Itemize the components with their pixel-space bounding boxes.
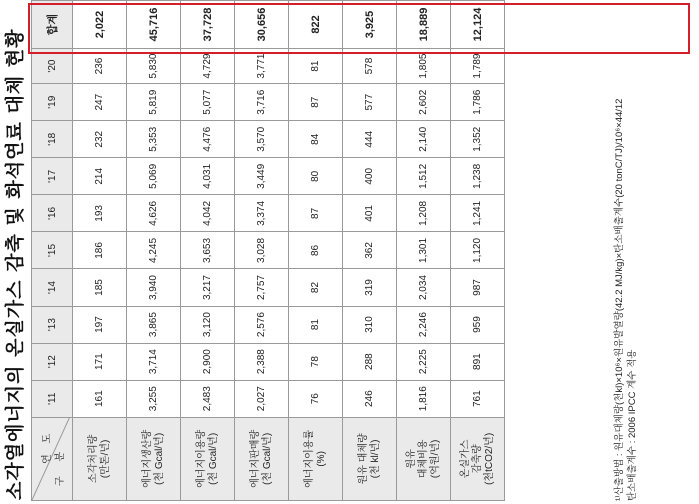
table-cell: 2,246 [397,306,451,343]
table-cell: 82 [289,269,343,306]
table-cell: 80 [289,158,343,195]
row-label-line: (천 Gcal/년) [261,432,273,485]
table-cell: 193 [73,195,127,232]
table-cell: 1,816 [397,380,451,417]
table-cell: 246 [343,380,397,417]
table-cell: 2,027 [235,380,289,417]
row-label-line: (천 Gcal/년) [153,432,165,485]
total-header-cell: 합계 [32,1,73,49]
table-row [73,1,127,501]
footnotes [613,99,639,501]
table-cell: 2,602 [397,84,451,121]
table-cell: 171 [73,343,127,380]
row-label-line: 원유 [405,449,417,469]
footnote-method: ¹⁾산출방법 : 원유대체량(천kl)×10⁶×원유발열량(42.2 MJ/kg)×탄소배출계수(20 tonC/TJ)/10⁶×44/12 [614,98,625,501]
table-cell: 401 [343,195,397,232]
table-cell: 2,757 [235,269,289,306]
table-header-row [32,1,73,501]
table-cell: 1,512 [397,158,451,195]
total-cell: 45,716 [127,1,181,49]
table-row [181,1,235,501]
table-cell: 2,225 [397,343,451,380]
table-cell: 186 [73,232,127,269]
table-cell: 4,476 [181,121,235,158]
table-cell: 86 [289,232,343,269]
table-cell: 3,120 [181,306,235,343]
total-cell: 822 [289,1,343,49]
row-label-line: 온실가스 [459,439,471,479]
table-cell: 247 [73,84,127,121]
row-label-line: 에너지판매량 [249,429,261,488]
table-cell: 5,830 [127,48,181,83]
table-cell: 5,069 [127,158,181,195]
table-row [127,1,181,501]
table-cell: 400 [343,158,397,195]
row-label-cell [289,417,343,500]
table-cell: 362 [343,232,397,269]
table-cell: 1,301 [397,232,451,269]
table-cell: 3,714 [127,343,181,380]
row-label-line: (억원/년) [429,439,441,479]
table-cell: 236 [73,48,127,83]
row-label-line: 감축량 [471,444,483,474]
row-label-line: 에너지이용률 [303,429,315,488]
table-row [397,1,451,501]
table-cell: 288 [343,343,397,380]
table-cell: 3,255 [127,380,181,417]
table-cell: 959 [451,306,505,343]
table-cell: 319 [343,269,397,306]
table-cell: 1,120 [451,232,505,269]
table-cell: 232 [73,121,127,158]
table-cell: 1,208 [397,195,451,232]
row-label-line: (천 Gcal/년) [207,432,219,485]
table-row [235,1,289,501]
row-label-cell [181,417,235,500]
row-label-cell [343,417,397,500]
table-cell: 2,388 [235,343,289,380]
corner-category-label: 구 분 [55,445,66,486]
table-cell: 4,245 [127,232,181,269]
table-cell: 87 [289,195,343,232]
table-cell: 5,819 [127,84,181,121]
row-label-cell [451,417,505,500]
table-cell: 3,570 [235,121,289,158]
table-row [289,1,343,501]
year-header-cell: '16 [32,195,73,232]
table-cell: 1,241 [451,195,505,232]
table-cell: 1,805 [397,48,451,83]
year-header-cell: '12 [32,343,73,380]
table-cell: 3,716 [235,84,289,121]
year-header-cell: '15 [32,232,73,269]
table-cell: 310 [343,306,397,343]
year-header-cell: '19 [32,84,73,121]
row-label-cell [73,417,127,500]
table-cell: 5,077 [181,84,235,121]
table-cell: 76 [289,380,343,417]
table-cell: 1,786 [451,84,505,121]
table-cell: 5,353 [127,121,181,158]
table-cell: 161 [73,380,127,417]
table-cell: 2,034 [397,269,451,306]
row-label-line: 대체비용 [417,439,429,479]
table-cell: 987 [451,269,505,306]
row-label-line: 원유 대체량 [357,433,369,485]
table-cell: 84 [289,121,343,158]
table-cell: 2,483 [181,380,235,417]
row-label-line: (%) [315,451,327,467]
table-cell: 3,028 [235,232,289,269]
total-cell: 37,728 [181,1,235,49]
row-label-cell [127,417,181,500]
corner-split [32,418,72,500]
table-cell: 3,940 [127,269,181,306]
table-cell: 81 [289,48,343,83]
year-header-cell: '11 [32,380,73,417]
table-cell: 1,789 [451,48,505,83]
footnote-coefficient: 탄소배출계수 : 2006 IPCC 계수 적용 [627,349,638,501]
table-cell: 3,865 [127,306,181,343]
table-cell: 4,031 [181,158,235,195]
table-cell: 4,626 [127,195,181,232]
total-cell: 3,925 [343,1,397,49]
table-cell: 891 [451,343,505,380]
row-label-line: (천 kl/년) [369,439,381,479]
row-label-line: (만톤/년) [99,439,111,479]
table-cell: 444 [343,121,397,158]
row-label-line: 에너지이용량 [195,429,207,488]
table-cell: 78 [289,343,343,380]
table-cell: 3,771 [235,48,289,83]
table-cell: 578 [343,48,397,83]
table-cell: 3,217 [181,269,235,306]
table-row [343,1,397,501]
table-cell: 577 [343,84,397,121]
year-header-cell: '18 [32,121,73,158]
total-cell: 18,889 [397,1,451,49]
year-header-cell: '14 [32,269,73,306]
table-cell: 3,449 [235,158,289,195]
table-cell: 761 [451,380,505,417]
total-cell: 2,022 [73,1,127,49]
table-cell: 2,140 [397,121,451,158]
year-header-cell: '20 [32,48,73,83]
corner-year-label: 연 도 [42,429,53,464]
header-corner-cell [32,417,73,500]
table-cell: 3,653 [181,232,235,269]
year-header-cell: '17 [32,158,73,195]
table-cell: 2,900 [181,343,235,380]
row-label-line: (천tCO2/년) [483,432,495,485]
table-cell: 4,729 [181,48,235,83]
table-cell: 81 [289,306,343,343]
data-table [31,0,505,501]
row-label-cell [397,417,451,500]
table-cell: 87 [289,84,343,121]
table-cell: 2,576 [235,306,289,343]
page-title: 소각열에너지의 온실가스 감축 및 화석연료 대체 현황 [4,28,26,500]
year-header-cell: '13 [32,306,73,343]
table-row [451,1,505,501]
row-label-line: 소각처리량 [87,434,99,484]
row-label-cell [235,417,289,500]
table-cell: 3,374 [235,195,289,232]
total-cell: 30,656 [235,1,289,49]
table-cell: 1,352 [451,121,505,158]
row-label-line: 에너지생산량 [141,429,153,488]
total-cell: 12,124 [451,1,505,49]
table-cell: 185 [73,269,127,306]
table-cell: 197 [73,306,127,343]
table-cell: 214 [73,158,127,195]
table-cell: 1,238 [451,158,505,195]
table-cell: 4,042 [181,195,235,232]
